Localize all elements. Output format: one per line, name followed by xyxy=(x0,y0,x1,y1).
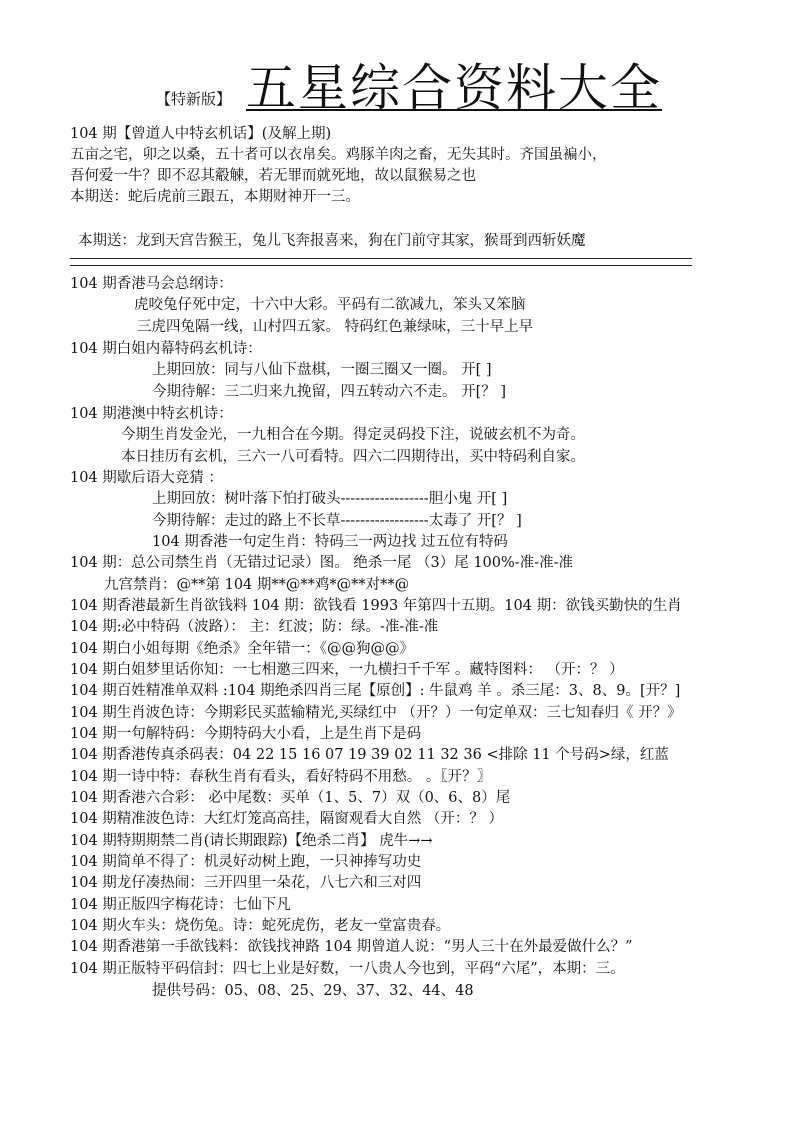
text-line: 虎咬兔仔死中定，十六中大彩。平码有二欲减九，笨头又笨脑 xyxy=(134,297,526,313)
page-title: 五星综合资料大全 xyxy=(246,59,662,117)
text-line: 104 期：总公司禁生肖（无错过记录）图。 绝杀一尾 （3）尾 100%-准-准-准 xyxy=(70,555,573,571)
double-separator xyxy=(70,258,692,266)
text-line: 本期送：龙到天宫告猴王，兔儿飞奔报喜来，狗在门前守其家，猴哥到西斩妖魔 xyxy=(78,233,586,249)
text-line: 104 期【曾道人中特玄机话】(及解上期) xyxy=(70,126,332,142)
text-line: 今期待解：三二归来九挽留，四五转动六不走。 开[？ ] xyxy=(152,384,507,400)
text-line: 上期回放：树叶落下怕打破头------------------胆小鬼 开[ ] xyxy=(152,491,508,507)
text-line: 104 期龙仔凑热闹：三开四里一朵花，八七六和三对四 xyxy=(70,875,422,891)
title-row xyxy=(0,58,793,120)
text-line: 104 期香港第一手欲钱料：欲钱找神路 104 期曾道人说：“男人三十在外最爱做什么？” xyxy=(70,939,633,955)
text-line: 104 期百姓精准单双料 :104 期绝杀四肖三尾【原创】: 牛鼠鸡 羊 。杀三尾：3、8、9。[开？] xyxy=(70,683,681,699)
edition-label: 【特新版】 xyxy=(156,90,232,108)
text-line: 今期生肖发金光，一九相合在今期。得定灵码投下注，说破玄机不为奇。 xyxy=(121,427,585,443)
text-line: 104 期正版四字梅花诗：七仙下凡 xyxy=(70,897,291,913)
text-line: 提供号码：05、08、25、29、37、32、44、48 xyxy=(152,983,474,999)
text-line: 吾何爱一牛？即不忍其觳觫，若无罪而就死地，故以鼠猴易之也 xyxy=(70,168,476,184)
text-line: 104 期生肖波色诗：今期彩民买蓝输精光,买绿红中 （开？）一句定单双：三七知春归《 开？》 xyxy=(70,705,682,721)
text-line: 本期送：蛇后虎前三跟五，本期财神开一三。 xyxy=(70,189,360,205)
text-line: 104 期香港马会总纲诗： xyxy=(70,276,233,292)
text-line: 104 期歇后语大竞猜 ： xyxy=(70,470,223,486)
text-line: 104 期港澳中特玄机诗： xyxy=(70,406,233,422)
text-line: 104 期正版特平码信封：四七上业是好数，一八贵人今也到，平码“六尾”，本期：三。 xyxy=(70,961,625,977)
text-line: 今期待解：走过的路上不长草------------------太毒了 开[？ ] xyxy=(152,513,522,529)
text-line: 三虎四兔隔一线，山村四五家。 特码红色兼绿味，三十早上早 xyxy=(137,319,534,335)
text-line: 五亩之宅，卯之以桑，五十者可以衣帛矣。鸡豚羊肉之畜，无失其时。齐国虽褊小， xyxy=(70,147,607,163)
text-line: 104 期香港六合彩： 必中尾数：买单（1、5、7）双（0、6、8）尾 xyxy=(70,790,511,806)
text-line: 104 期:必中特码（波路）： 主：红波；防：绿。-准-准-准 xyxy=(70,619,439,635)
text-line: 本日挂历有玄机，三六一八可看特。四六二四期待出，买中特码利自家。 xyxy=(121,449,585,465)
text-line: 104 期火车头：烧伤兔。诗：蛇死虎伤，老友一堂富贵春。 xyxy=(70,918,451,934)
text-line: 104 期香港传真杀码表：04 22 15 16 07 19 39 02 11 32 36 <排除 11 个号码>绿，红蓝 xyxy=(70,747,669,763)
text-line: 104 期一诗中特：春秋生肖有看头，看好特码不用愁。 。〖开？〗 xyxy=(70,769,492,785)
text-line: 104 期精准波色诗：大红灯笼高高挂，隔窗观看大自然 （开：？ ） xyxy=(70,811,504,827)
text-line: 104 期白姐内幕特码玄机诗： xyxy=(70,341,262,357)
text-line: 上期回放：同与八仙下盘棋，一圈三圈又一圈。 开[ ] xyxy=(152,362,492,378)
text-line: 104 期白姐梦里话你知：一七相邀三四来，一九横扫千千军 。藏特图料： （开：？ ） xyxy=(70,662,624,678)
text-line: 104 期一句解特码：今期特码大小看，上是生肖下是码 xyxy=(70,726,422,742)
text-line: 104 期香港一句定生肖：特码三一两边找 过五位有特码 xyxy=(152,534,508,550)
text-line: 104 期特期期禁二肖(请长期跟踪)【绝杀二肖】 虎牛→→ xyxy=(70,833,433,849)
text-line: 104 期简单不得了：机灵好动树上跑，一只神捧写功史 xyxy=(70,854,422,870)
text-line: 104 期香港最新生肖欲钱料 104 期：欲钱看 1993 年第四十五期。104 期：欲钱买勤快的生肖 xyxy=(70,598,682,614)
text-line: 104 期白小姐每期《绝杀》全年错一：《@@狗@@》 xyxy=(70,641,415,657)
text-line: 九宫禁肖：@**第 104 期**@**鸡*@**对**@ xyxy=(104,577,410,593)
